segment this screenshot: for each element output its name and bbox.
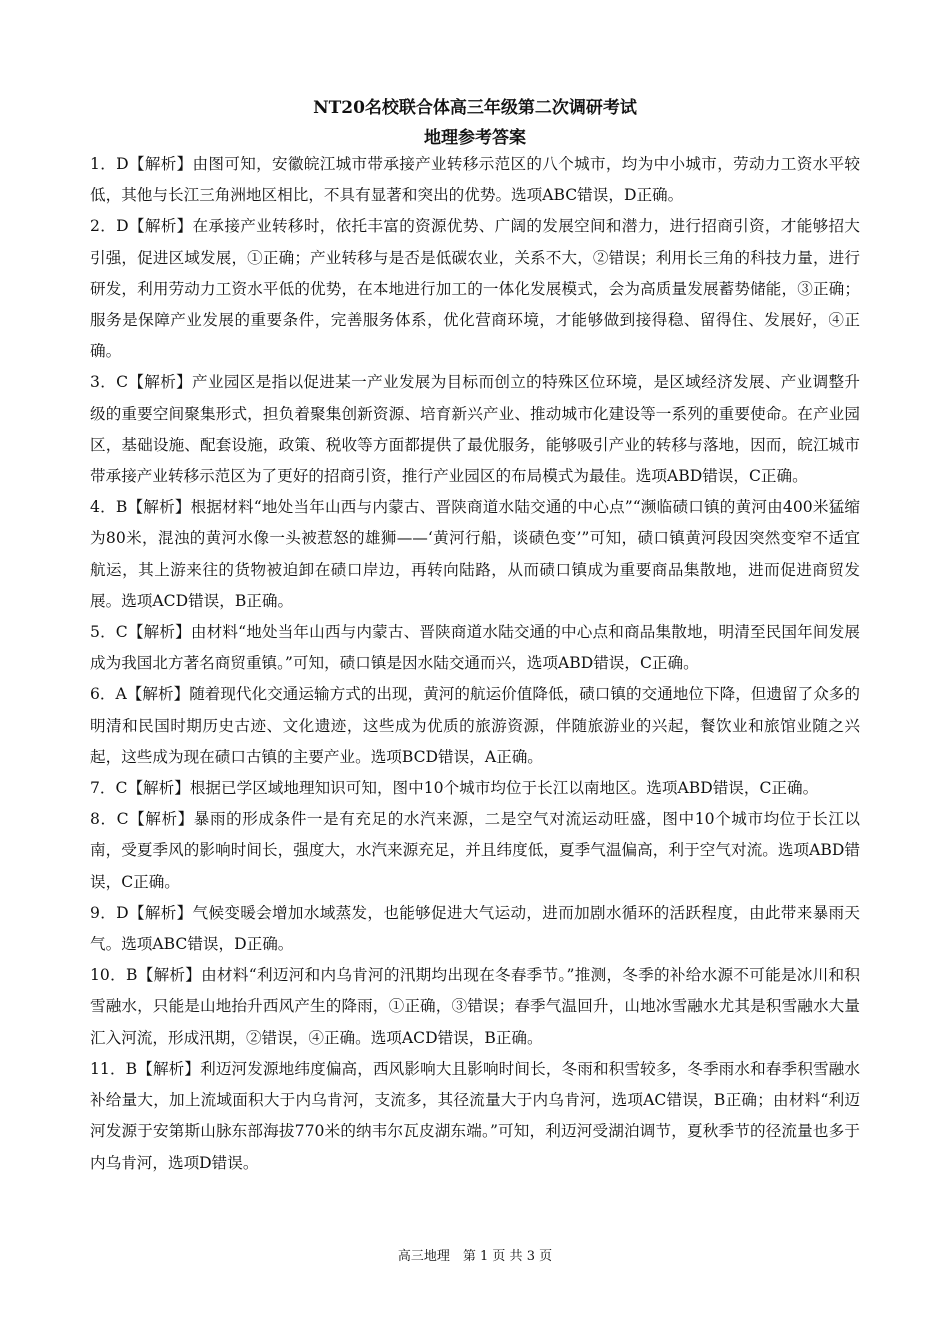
answer-item-4: 4．B【解析】根据材料“地处当年山西与内蒙古、晋陕商道水陆交通的中心点”“濒临碛口镇的黄河由400米猛缩为80米，混浊的黄河水像一头被惹怒的雄狮——‘黄河行船，谈碛色变’”可知，碛口镇黄河段因突然变窄不适宜航运，其上游来往的货物被迫卸在碛口岸边，再转向陆路，从而碛口镇成为重要商品集散地，进而促进商贸发展。选项ACD错误，B正确。 — [90, 498, 860, 610]
page-footer: 高三地理 第 1 页 共 3 页 — [397, 1249, 553, 1264]
answer-list — [90, 149, 860, 1179]
exam-title: NT20名校联合体高三年级第二次调研考试 — [313, 98, 637, 118]
answer-item-1: 1．D【解析】由图可知，安徽皖江城市带承接产业转移示范区的八个城市，均为中小城市，劳动力工资水平较低，其他与长江三角洲地区相比，不具有显著和突出的优势。选项ABC错误，D正确。 — [90, 155, 860, 205]
answer-item-6: 6．A【解析】随着现代化交通运输方式的出现，黄河的航运价值降低，碛口镇的交通地位下降，但遗留了众多的明清和民国时期历史古迹、文化遗迹，这些成为优质的旅游资源，伴随旅游业的兴起，餐饮业和旅馆业随之兴起，这些成为现在碛口古镇的主要产业。选项BCD错误，A正确。 — [90, 685, 860, 766]
answer-item-2: 2．D【解析】在承接产业转移时，依托丰富的资源优势、广阔的发展空间和潜力，进行招商引资，才能够招大引强，促进区域发展，①正确；产业转移与是否是低碳农业，关系不大，②错误；利用长三角的科技力量，进行研发，利用劳动力工资水平低的优势，在本地进行加工的一体化发展模式，会为高质量发展蓄势储能，③正确；服务是保障产业发展的重要条件，完善服务体系，优化营商环境，才能够做到接得稳、留得住、发展好，④正确。 — [90, 217, 860, 361]
answer-item-9: 9．D【解析】气候变暖会增加水域蒸发，也能够促进大气运动，进而加剧水循环的活跃程度，由此带来暴雨天气。选项ABC错误，D正确。 — [90, 903, 860, 954]
answer-item-11: 11．B【解析】利迈河发源地纬度偏高，西风影响大且影响时间长，冬雨和积雪较多，冬季雨水和春季积雪融水补给量大，加上流域面积大于内乌肯河，支流多，其径流量大于内乌肯河，选项AC错误，B正确；由材料“利迈河发源于安第斯山脉东部海拔770米的纳韦尔瓦皮湖东端。”可知，利迈河受湖泊调节，夏秋季节的径流量也多于内乌肯河，选项D错误。 — [90, 1059, 860, 1172]
answer-item-3: 3．C【解析】产业园区是指以促进某一产业发展为目标而创立的特殊区位环境，是区域经济发展、产业调整升级的重要空间聚集形式，担负着聚集创新资源、培育新兴产业、推动城市化建设等一系列的重要使命。在产业园区，基础设施、配套设施，政策、税收等方面都提供了最优服务，能够吸引产业的转移与落地，因而，皖江城市带承接产业转移示范区为了更好的招商引资，推行产业园区的布局模式为最佳。选项ABD错误，C正确。 — [90, 373, 860, 486]
answer-item-10: 10．B【解析】由材料“利迈河和内乌肯河的汛期均出现在冬春季节。”推测，冬季的补给水源不可能是冰川和积雪融水，只能是山地抬升西风产生的降雨，①正确，③错误；春季气温回升，山地冰雪融水尤其是积雪融水大量汇入河流，形成汛期，②错误，④正确。选项ACD错误，B正确。 — [90, 966, 860, 1047]
answer-item-5: 5．C【解析】由材料“地处当年山西与内蒙古、晋陕商道水陆交通的中心点和商品集散地，明清至民国年间发展成为我国北方著名商贸重镇。”可知，碛口镇是因水陆交通而兴，选项ABD错误，C正确。 — [90, 623, 860, 673]
answer-item-7: 7．C【解析】根据已学区域地理知识可知，图中10个城市均位于长江以南地区。选项ABD错误，C正确。 — [90, 779, 819, 798]
answer-key-subtitle: 地理参考答案 — [424, 128, 526, 148]
answer-item-8: 8．C【解析】暴雨的形成条件一是有充足的水汽来源，二是空气对流运动旺盛，图中10个城市均位于长江以南，受夏季风的影响时间长，强度大，水汽来源充足，并且纬度低，夏季气温偏高，利于空气对流。选项ABD错误，C正确。 — [90, 810, 860, 891]
